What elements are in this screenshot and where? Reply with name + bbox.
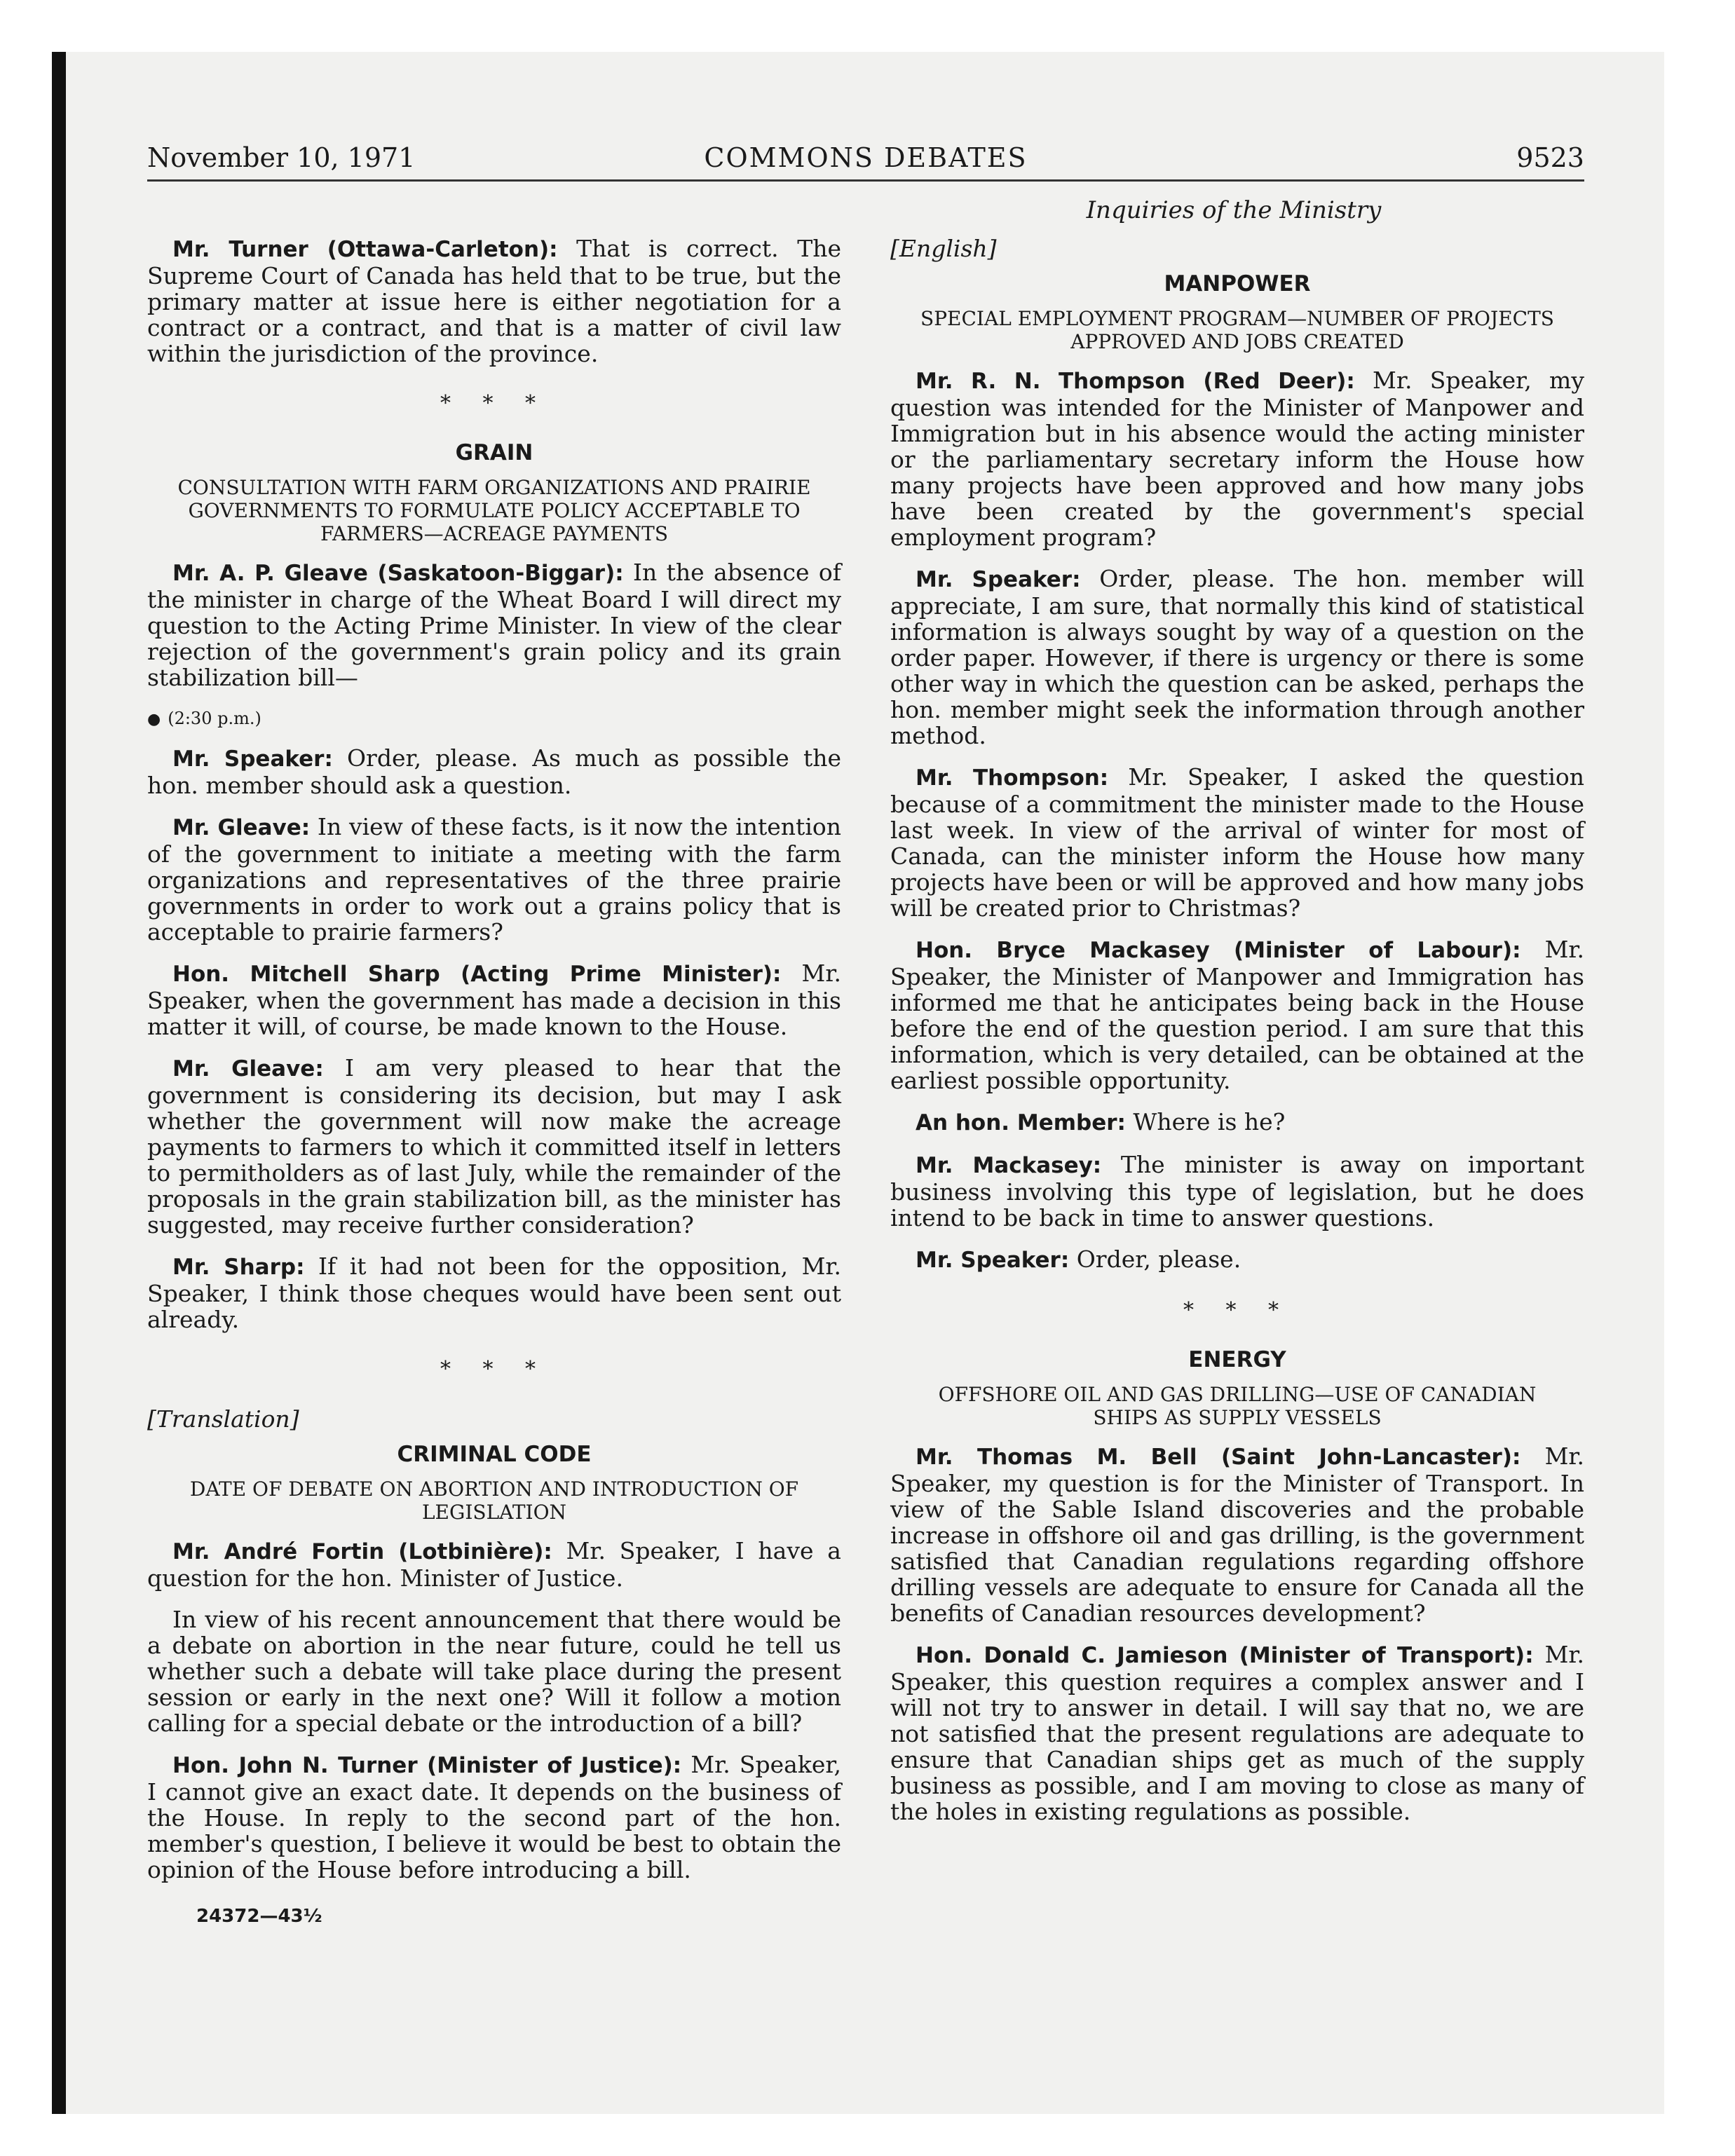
speaker-name: Mr. Speaker: (172, 746, 333, 772)
speaker-name: Mr. Gleave: (172, 815, 311, 840)
paragraph (147, 559, 841, 690)
speaker-name: Mr. André Fortin (Lotbinière): (172, 1539, 552, 1564)
paragraph-text: The minister is away on important business involving this type of legislation, but he does intend to be back in time to answer questions. (890, 1151, 1584, 1231)
time-text: (2:30 p.m.) (168, 709, 261, 728)
paragraph-text: That is correct. The Supreme Court of Canada has held that to be true, but the primary matter at issue here is either negotiation for a contract or a contract, and that is a matter of civil law within the jurisdiction of the province. (147, 235, 841, 367)
printer-code: 24372—43½ (196, 1906, 322, 1927)
speaker-name: Mr. Sharp: (172, 1255, 305, 1280)
paragraph (147, 960, 841, 1039)
paragraph-text: Mr. Speaker, my question was intended for the Minister of Manpower and Immigration but in his absence would the acting minister or the parliamentary secretary inform the House how many projects have been approved and how many jobs have been created by the government's special employment program? (890, 367, 1584, 551)
paragraph (890, 367, 1584, 550)
paragraph (147, 1055, 841, 1238)
paragraph-text: If it had not been for the opposition, Mr. Speaker, I think those cheques would have been sent out already. (147, 1253, 842, 1333)
paragraph (890, 936, 1584, 1093)
speaker-name: Hon. John N. Turner (Minister of Justice): (172, 1753, 682, 1778)
speaker-name: Mr. Speaker: (916, 567, 1081, 592)
paragraph (147, 236, 841, 367)
speaker-name: Mr. Turner (Ottawa-Carleton): (172, 237, 558, 262)
paragraph-text: In the absence of the minister in charge of the Wheat Board I will direct my question to the Acting Prime Minister. In view of the clear rejection of the government's grain policy and its grain stabilization bill— (147, 559, 841, 691)
paragraph-text: Mr. Speaker, the Minister of Manpower and Immigration has informed me that he anticipates being back in the House before the end of the question period. I am sure that this information, which is very detailed, can be obtained at the earliest possible opportunity. (890, 936, 1584, 1094)
language-marker: [English] (890, 235, 997, 262)
paragraph (890, 1642, 1584, 1824)
document-page (147, 140, 1584, 1935)
paragraph (890, 1443, 1584, 1626)
paragraph-text: Mr. Speaker, this question requires a complex answer and I will not try to answer in detail. I will say that no, we are not satisfied that the present regulations are adequate to ensure that Canadian ships get as much of the supply business as possible, and I am moving to close as many of the holes in existing regulations as possible. (890, 1641, 1585, 1825)
speaker-name: Mr. Thompson: (916, 765, 1109, 791)
paragraph-text: In view of these facts, is it now the intention of the government to initiate a meeting with the farm organizations and representatives of the three prairie governments in order to work out a grains policy that is acceptable to prairie farmers? (147, 813, 841, 946)
section-heading-manpower: MANPOWER (1164, 271, 1311, 296)
right-column (890, 236, 1584, 1840)
section-separator: * * * (1183, 1298, 1292, 1323)
section-subheading-grain: CONSULTATION WITH FARM ORGANIZATIONS AND PRAIRIE GOVERNMENTS TO FORMULATE POLICY ACCEPTABLE TO FARMERS—ACREAGE PAYMENTS (177, 476, 811, 545)
running-header (147, 140, 1584, 182)
paragraph (890, 1109, 1584, 1136)
speaker-name: Mr. R. N. Thompson (Red Deer): (916, 369, 1355, 394)
section-heading-grain: GRAIN (455, 440, 533, 465)
paragraph: In view of his recent announcement that there would be a debate on abortion in the near future, could he tell us whether such a debate will take place during the present session or early in the next one? Will it follow a motion calling for a special debate or the introduction of a bill? (147, 1606, 841, 1737)
paragraph (890, 1246, 1584, 1274)
speaker-name: Hon. Bryce Mackasey (Minister of Labour): (916, 938, 1521, 963)
section-heading-energy: ENERGY (1188, 1347, 1286, 1372)
paragraph (147, 1752, 841, 1883)
paragraph-text: Mr. Speaker, I have a question for the hon. Minister of Justice. (147, 1537, 841, 1592)
paragraph-text: Where is he? (1125, 1108, 1286, 1135)
paragraph-text: Mr. Speaker, I cannot give an exact date. It depends on the business of the House. In reply to the second part of the hon. member's question, I believe it would be best to obtain the opinion of the House before introducing a bill. (147, 1751, 842, 1883)
section-separator: * * * (440, 1357, 549, 1381)
page-number: 9523 (1516, 142, 1584, 173)
paragraph (147, 1253, 841, 1332)
paragraph-text: Order, please. The hon. member will appreciate, I am sure, that normally this kind of statistical information is always sought by way of a question on the order paper. However, if there is urgency or there is some other way in which the question can be asked, perhaps the hon. member might seek the information through another method. (890, 565, 1584, 749)
speaker-name: Hon. Donald C. Jamieson (Minister of Transport): (916, 1643, 1534, 1668)
speaker-name: Mr. Thomas M. Bell (Saint John-Lancaster): (916, 1445, 1521, 1470)
speaker-name: Mr. Speaker: (916, 1248, 1070, 1273)
paragraph-text: Mr. Speaker, when the government has made a decision in this matter it will, of course, be made known to the House. (147, 960, 841, 1040)
paragraph-text: Order, please. (1069, 1246, 1241, 1273)
section-heading-criminal-code: CRIMINAL CODE (397, 1442, 592, 1467)
paragraph-text: Mr. Speaker, my question is for the Minister of Transport. In view of the Sable Island discoveries and the probable increase in offshore oil and gas drilling, is the government satisfied that Canadian regulations regarding offshore drilling vessels are adequate to ensure for Canada all the benefits of Canadian resources development? (890, 1442, 1584, 1627)
paragraph (147, 745, 841, 798)
paragraph (890, 566, 1584, 749)
header-title: COMMONS DEBATES (704, 142, 1028, 173)
language-marker: [Translation] (147, 1405, 299, 1433)
speaker-name: Mr. Gleave: (172, 1056, 324, 1082)
paragraph-text: Order, please. As much as possible the hon. member should ask a question. (147, 744, 841, 799)
section-subheading-manpower: SPECIAL EMPLOYMENT PROGRAM—NUMBER OF PROJECTS APPROVED AND JOBS CREATED (920, 307, 1554, 353)
speaker-name: Hon. Mitchell Sharp (Acting Prime Minister): (172, 962, 782, 987)
section-subheading-energy: OFFSHORE OIL AND GAS DRILLING—USE OF CANADIAN SHIPS AS SUPPLY VESSELS (938, 1383, 1537, 1429)
header-date: November 10, 1971 (147, 142, 416, 173)
speaker-name: An hon. Member: (916, 1110, 1126, 1135)
paragraph (890, 764, 1584, 921)
paragraph-text: Mr. Speaker, I asked the question because of a commitment the minister made to the House last week. In view of the arrival of winter for most of Canada, can the minister inform the House how many projects have been or will be approved and how many jobs will be created prior to Christmas? (890, 763, 1584, 922)
left-column (147, 236, 841, 1930)
speaker-name: Mr. Mackasey: (916, 1153, 1102, 1178)
paragraph (890, 1152, 1584, 1231)
paragraph (147, 1538, 841, 1591)
paragraph-text: I am very pleased to hear that the government is considering its decision, but may I ask whether the government will now make the acreage payments to farmers to which it committed itself in letters to permitholders as of last July, while the remainder of the proposals in the grain stabilization bill, as the minister has suggested, may receive further consideration? (147, 1054, 841, 1239)
scan-edge (52, 52, 66, 2114)
time-marker (147, 706, 841, 732)
paragraph (147, 814, 841, 945)
section-separator: * * * (440, 391, 549, 416)
speaker-name: Mr. A. P. Gleave (Saskatoon-Biggar): (172, 561, 624, 586)
section-subheading-criminal-code: DATE OF DEBATE ON ABORTION AND INTRODUCTION OF LEGISLATION (189, 1478, 799, 1524)
section-subtitle: Inquiries of the Ministry (1086, 196, 1382, 224)
bullet-icon: ● (147, 711, 161, 728)
